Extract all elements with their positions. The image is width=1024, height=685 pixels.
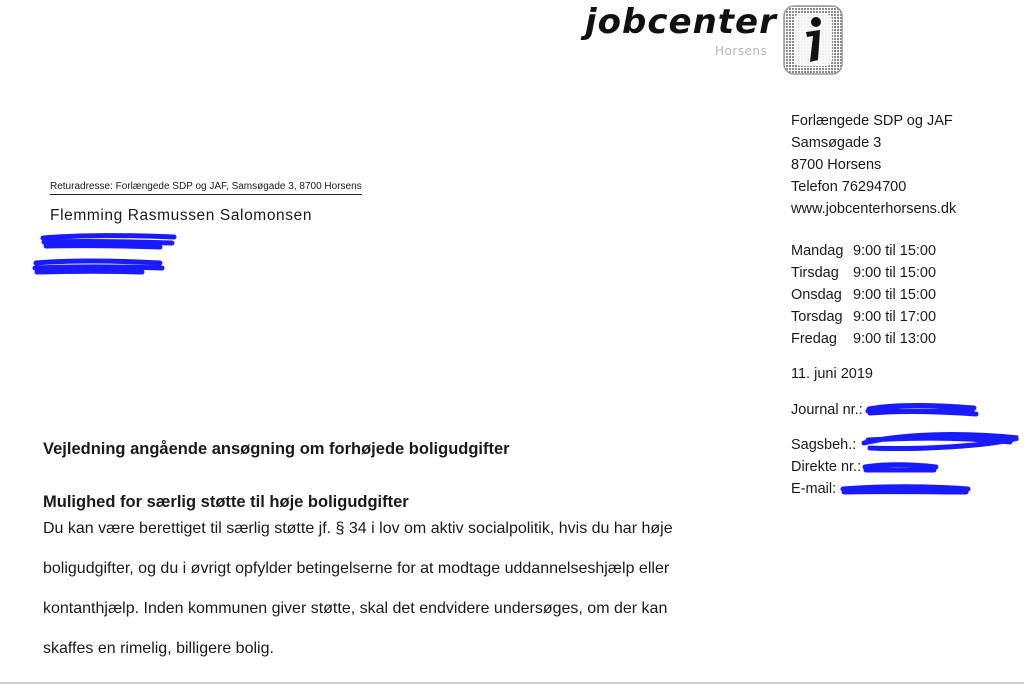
sender-street: Samsøgade 3 [791,135,882,151]
hours-day: Fredag [791,331,837,347]
body-line: boligudgifter, og du i øvrigt opfylder betingelserne for at modtage uddannelseshjælp eller [43,560,670,577]
hours-time: 9:00 til 15:00 [853,265,937,281]
sender-city: 8700 Horsens [791,157,882,173]
hours-day: Onsdag [791,287,842,303]
redaction-journal [866,400,981,422]
body-line: skaffes en rimelig, billigere bolig. [43,640,274,657]
email [791,481,836,497]
hours-day: Mandag [791,243,844,259]
redaction-direct-number [862,458,942,478]
hours-day: Tirsdag [791,265,839,281]
logo-wordmark: jobcenter [585,2,777,42]
journal-label: Journal nr.: [791,402,863,418]
hours-row-wednesday [791,284,936,306]
case-handler-label: Sagsbeh.: [791,437,857,453]
hours-time: 9:00 til 15:00 [853,243,937,259]
hours-time: 9:00 til 15:00 [853,287,937,303]
opening-hours [791,240,936,350]
hours-row-thursday [791,306,936,328]
direct-number-label: Direkte nr.: [791,459,862,475]
redaction-recipient-city [32,256,167,278]
hours-day: Torsdag [791,309,843,325]
letter-heading: Vejledning angående ansøgning om forhøjede boligudgifter [43,440,510,458]
recipient-name: Flemming Rasmussen Salomonsen [50,207,313,224]
hours-row-monday [791,240,936,262]
body-line: kontanthjælp. Inden kommunen giver støtte, skal det endvidere undersøges, om der kan [43,600,668,617]
journal-number [791,402,863,418]
jobcenter-i-logo-icon [780,2,846,78]
sender-phone: Telefon 76294700 [791,179,907,195]
hours-time: 9:00 til 13:00 [853,331,937,347]
hours-row-tuesday [791,262,936,284]
direct-number [791,459,861,475]
email-label: E-mail: [791,481,837,497]
body-line: Du kan være berettiget til særlig støtte jf. § 34 i lov om aktiv socialpolitik, hvis du har høje [43,520,673,537]
sender-name: Forlængede SDP og JAF [791,113,953,129]
return-address: Returadresse: Forlængede SDP og JAF, Samsøgade 3, 8700 Horsens [50,181,362,195]
section-heading: Mulighed for særlig støtte til høje boligudgifter [43,493,409,511]
hours-time: 9:00 til 17:00 [853,309,937,325]
letter-date: 11. juni 2019 [791,366,873,382]
hours-row-friday [791,328,936,350]
sender-website: www.jobcenterhorsens.dk [791,201,957,217]
redaction-case-handler [860,428,1024,456]
sender-address-block [791,110,956,220]
page-edge-divider [0,682,1024,684]
redaction-email [840,480,975,500]
case-handler [791,437,856,453]
logo-city: Horsens [715,44,768,58]
redaction-recipient-street [40,231,180,253]
